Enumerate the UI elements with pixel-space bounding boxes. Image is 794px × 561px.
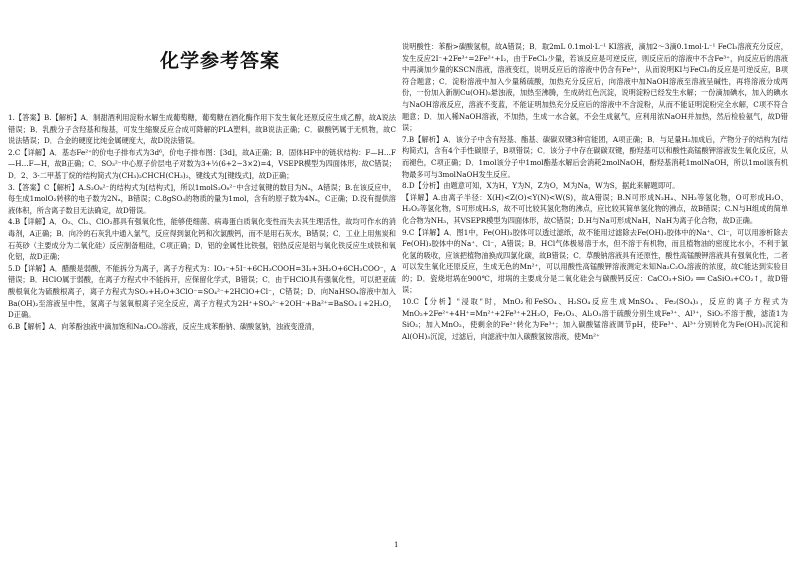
page-title: 化学参考答案	[159, 50, 280, 72]
title-space	[8, 40, 396, 112]
answer-6-start: 6.B【解析】A．向苯酚浊液中滴加饱和Na₂CO₃溶液，反应生成苯酚钠、碳酸氢钠，浊液变澄清，	[8, 321, 320, 331]
answer-8-detail: 【详解】A.由离子半径：X(H)<Z(O)<Y(N)<W(S)，故A错误；B.N可形成N₂H₄、NH₃等氢化物，O可形成H₂O、H₂O₂等氢化物，S可形成H₂S，故不可比较其氢化物的沸点，应比较其简单氢化物的沸点，故B错误；C.N与H组成的简单化合物为NH₃，其VSEPR模型为四面体形，故C错误；D.H与Na可形成NaH，NaH为离子化合物，故D正确。	[402, 192, 788, 225]
answer-10: 10.C【分析】"浸取"时，MnO₂和FeSO₄、H₂SO₄反应生成MnSO₄、Fe₂(SO₄)₃，反应的离子方程式为MnO₂+2Fe²⁺+4H⁺=Mn²⁺+2Fe³⁺+2H₂O，Fe₂O₃、Al₂O₃溶于硫酸分别生成Fe³⁺、Al³⁺，SiO₂不溶于酸，滤渣1为SiO₂；加入MnO₂，使剩余的Fe²⁺转化为Fe³⁺；加入碳酸锰溶液调节pH，使Fe³⁺、Al³⁺分别转化为Fe(OH)₃沉淀和Al(OH)₃沉淀，过滤后，向滤液中加入碳酸氢铵溶液，使Mn²⁺	[402, 297, 788, 341]
answer-4: 4.B【详解】A．O₃、Cl₂、ClO₂都具有强氧化性，能够使细菌、病毒蛋白质氧化变性而失去其生理活性，故均可作水的消毒剂，A正确；B．向冷的石灰乳中通入氯气，反应得到氯化钙和次氯酸钙，而不是用石灰水，B错误；C．工业上用焦炭和石英砂（主要成分为二氧化硅）反应制备粗硅，C项正确；D．铝的金属性比铁强，铝热反应是铝与氧化铁反应生成铁和氧化铝，故D正确；	[8, 217, 396, 262]
answer-7: 7.B【解析】A．该分子中含有羟基、酯基、碳碳双键3种官能团，A项正确；B．与足量H₂加成后，产物分子的结构为[结构简式]，含有4个手性碳原子，B项错误；C．该分子中存在碳碳双键，酚羟基可以和酸性高锰酸钾溶液发生氧化反应，从而褪色，C项正确；D．1mol该分子中1mol酯基水解后会消耗2molNaOH，酚羟基消耗1molNaOH，所以1mol该有机物最多可与3molNaOH发生反应。	[402, 134, 788, 179]
answer-2: 2.C【详解】A．基态Fe²⁺的价电子排布式为3d⁶，价电子排布图：[3d]，故A正确；B．固体HF中的链状结构：F—H…F—H…F—H，故B正确；C．SO₃²⁻中心原子价层电子对数为3+½(6+2−3×2)=4，VSEPR模型为四面体形，故C错误；D．2、3-二甲基丁烷的结构简式为(CH₃)₂CHCH(CH₃)₂，键线式为[键线式]，故D正确；	[8, 147, 396, 180]
answer-5: 5.D【详解】A．醋酸是弱酸，不能拆分为离子，离子方程式为：IO₃⁻+5I⁻+6CH₃COOH=3I₂+3H₂O+6CH₃COO⁻，A错误；B．HClO属于弱酸，在离子方程式中不能拆开，应保留化学式，B错误；C．由于HClO具有强氧化性，可以把亚硫酸根氧化为硫酸根离子，离子方程式为SO₂+H₂O+3ClO⁻=SO₄²⁻+2HClO+Cl⁻，C错误；D．向NaHSO₄溶液中加入Ba(OH)₂至溶液呈中性，氢离子与氢氧根离子完全反应，离子方程式为2H⁺+SO₄²⁻+2OH⁻+Ba²⁺=BaSO₄↓+2H₂O，D正确。	[8, 263, 396, 320]
right-column	[402, 41, 788, 342]
answer-3: 3.【答案】C【解析】A.S₂O₈²⁻的结构式为[结构式]，所以1molS₂O₈²⁻中含过氧键的数目为Nₐ，A错误；B.在该反应中，每生成1molO₂转移的电子数为2Nₐ，B错误；C.8gSO₃的物质的量为1mol，含有的原子数为4Nₐ，C正确；D.没有提供溶液体积，所含离子数目无法确定，故D错误。	[8, 182, 396, 215]
page-number: 1	[394, 541, 399, 549]
answer-8-analysis: 8.D【分析】由题意可知，X为H，Y为N，Z为O，M为Na，W为S，据此来解题即可。	[402, 181, 680, 191]
left-column	[8, 40, 396, 332]
answer-6-continued: 说明酸性：苯酚>碳酸氢根，故A错误；B．取2mL 0.1mol·L⁻¹ KI溶液，滴加2～3滴0.1mol·L⁻¹ FeCl₃溶液充分反应，发生反应2I⁻+2Fe³⁺=2Fe²⁺+I₂，由于FeCl₃少量，若该反应是可逆反应，则反应后的溶液中不含Fe³⁺，向反应后的溶液中再滴加少量的KSCN溶液，溶液变红，说明反应后的溶液中仍含有Fe³⁺，从而说明KI与FeCl₃的反应是可逆反应，B项符合题意；C．淀粉溶液中加入少量稀硫酸，加热充分反应后，向溶液中加NaOH溶液至溶液呈碱性，再将溶液分成两份，一份加入新制Cu(OH)₂悬浊液，加热至沸腾，生成砖红色沉淀，说明淀粉已经发生水解；一份滴加碘水，加入的碘水与NaOH溶液反应，溶液不变蓝，不能证明加热充分反应后的溶液中不含淀粉，从而不能证明淀粉完全水解，C项不符合题意；D．加入稀NaOH溶液，不加热，生成一水合氨，不会生成氨气，应利用浓NaOH并加热，然后检验氨气，故D错误；	[402, 42, 788, 133]
answer-9: 9.C【详解】A．图1中，Fe(OH)₃胶体可以透过滤纸，故不能用过滤除去Fe(OH)₃胶体中的Na⁺、Cl⁻，可以用渗析除去Fe(OH)₃胶体中的Na⁺、Cl⁻，A错误；B．HCl气体极易溶于水，但不溶于有机物，而且植物油的密度比水小，不利于氯化氢的吸收，应该把植物油换成四氯化碳，故B错误；C．草酸钠溶液具有还原性，酸性高锰酸钾溶液具有强氧化性，二者可以发生氧化还原反应，生成无色的Mn²⁺，可以用酸性高锰酸钾溶液测定未知Na₂C₂O₄溶液的浓度，故C能达到实验目的；D．瓷烧坩埚在900℃，坩埚的主要成分是二氧化硅会与碳酸钙反应：CaCO₃+SiO₂ ══ CaSiO₃+CO₂↑，故D错误；	[402, 227, 788, 295]
answer-1: 1.【答案】B.【解析】A．制甜酒利用淀粉水解生成葡萄糖，葡萄糖在酒化酶作用下发生氧化还原反应生成乙醇，故A说法错误；B．乳酸分子含羟基和羧基，可发生缩聚反应合成可降解的PLA塑料，故B说法正确；C．碳酸钙属于无机物，故C说法错误；D．合金的硬度比纯金属硬度大，故D说法错误。	[8, 113, 396, 146]
